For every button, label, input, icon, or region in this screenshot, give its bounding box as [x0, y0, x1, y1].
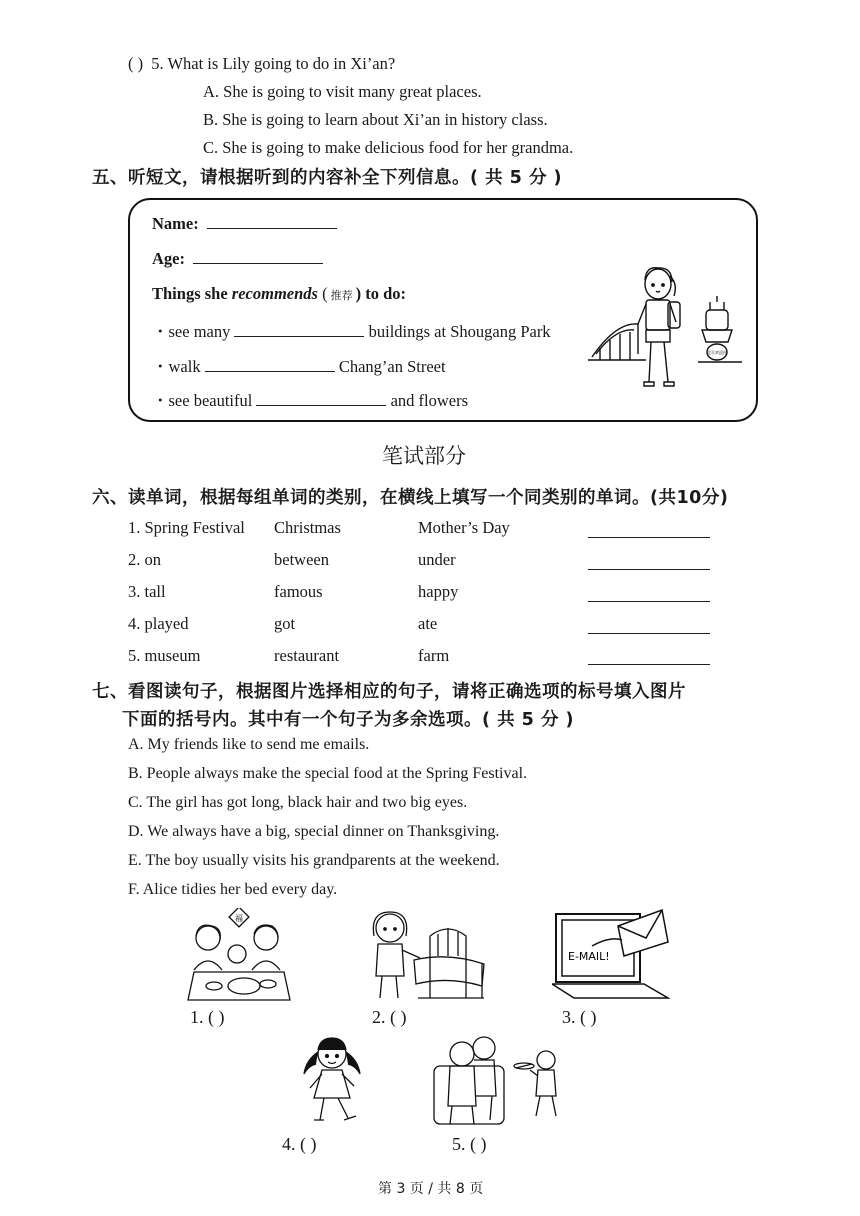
option-b: B. She is going to learn about Xi’an in history class.: [203, 110, 548, 129]
answer-line-3[interactable]: [588, 601, 710, 602]
section6-heading: 六、读单词，根据每组单词的类别，在横线上填写一个同类别的单词。(共10分): [92, 488, 729, 508]
sentence-a: A. My friends like to send me emails.: [128, 736, 370, 753]
page-footer: 第 3 页 / 共 8 页: [378, 1181, 484, 1197]
written-section-title: 笔试部分: [382, 444, 466, 468]
girl-bed-picture: [358, 906, 488, 1004]
word-cell: 2. on: [128, 550, 161, 569]
sentence-f: F. Alice tidies her bed every day.: [128, 881, 338, 898]
word-cell: restaurant: [274, 646, 340, 665]
email-text: E-MAIL!: [568, 950, 610, 963]
answer-paren[interactable]: ( ): [128, 54, 144, 73]
age-label: Age:: [152, 249, 185, 268]
recommend-item-2: ・walk Chang’an Street: [152, 357, 446, 376]
item2-blank[interactable]: [205, 357, 335, 372]
age-blank[interactable]: [193, 249, 323, 264]
sentence-e: E. The boy usually visits his grandparents at the weekend.: [128, 852, 500, 869]
word-row: 1. Spring Festival: [128, 518, 245, 537]
item1-blank[interactable]: [234, 322, 364, 337]
recommend-item-3: ・see beautiful and flowers: [152, 391, 469, 410]
answer-line-2[interactable]: [588, 569, 710, 570]
word-cell: 4. played: [128, 614, 189, 633]
word-cell: famous: [274, 582, 323, 601]
item3-blank[interactable]: [256, 391, 386, 406]
name-label: Name:: [152, 214, 199, 233]
sentence-d: D. We always have a big, special dinner on Thanksgiving.: [128, 823, 500, 840]
word-cell: happy: [418, 582, 459, 601]
answer-line-5[interactable]: [588, 664, 710, 665]
answer-line-1[interactable]: [588, 537, 710, 538]
answer-slot-5[interactable]: 5. ( ): [452, 1134, 487, 1154]
word-cell: Christmas: [274, 518, 341, 537]
question-stem: 5. What is Lily going to do in Xi’an?: [151, 54, 396, 73]
word-cell: under: [418, 550, 456, 569]
word-cell: between: [274, 550, 329, 569]
sentence-c: C. The girl has got long, black hair and two big eyes.: [128, 794, 468, 811]
word-cell: got: [274, 614, 296, 633]
word-cell: Mother’s Day: [418, 518, 510, 537]
fu-character: 福: [235, 914, 243, 923]
answer-slot-1[interactable]: 1. ( ): [190, 1007, 225, 1027]
girl-pigtails-picture: [298, 1034, 368, 1130]
word-cell: 5. museum: [128, 646, 201, 665]
word-cell: farm: [418, 646, 450, 665]
name-blank[interactable]: [207, 214, 337, 229]
answer-slot-4[interactable]: 4. ( ): [282, 1134, 317, 1154]
word-cell: 3. tall: [128, 582, 166, 601]
answer-line-4[interactable]: [588, 633, 710, 634]
section7-heading-line2: 下面的括号内。其中有一个句子为多余选项。( 共 5 分 ): [122, 710, 575, 730]
sign-text: 北京欢迎你: [707, 350, 727, 355]
things-label: Things she recommends ( 推荐 ) to do:: [152, 284, 407, 303]
laptop-email-picture: [552, 906, 670, 1002]
girl-backpack-illustration: [586, 262, 751, 392]
boy-grandparents-picture: [432, 1036, 568, 1128]
section7-heading-line1: 七、看图读句子，根据图片选择相应的句子，请将正确选项的标号填入图片: [92, 682, 686, 702]
section5-heading: 五、听短文，请根据听到的内容补全下列信息。( 共 5 分 ): [92, 168, 563, 188]
answer-slot-3[interactable]: 3. ( ): [562, 1007, 597, 1027]
option-c: C. She is going to make delicious food for her grandma.: [203, 138, 574, 157]
word-cell: ate: [418, 614, 438, 633]
answer-slot-2[interactable]: 2. ( ): [372, 1007, 407, 1027]
option-a: A. She is going to visit many great places.: [203, 82, 482, 101]
recommend-item-1: ・see many buildings at Shougang Park: [152, 322, 551, 341]
family-dinner-picture: [184, 908, 296, 1004]
sentence-b: B. People always make the special food at the Spring Festival.: [128, 765, 528, 782]
